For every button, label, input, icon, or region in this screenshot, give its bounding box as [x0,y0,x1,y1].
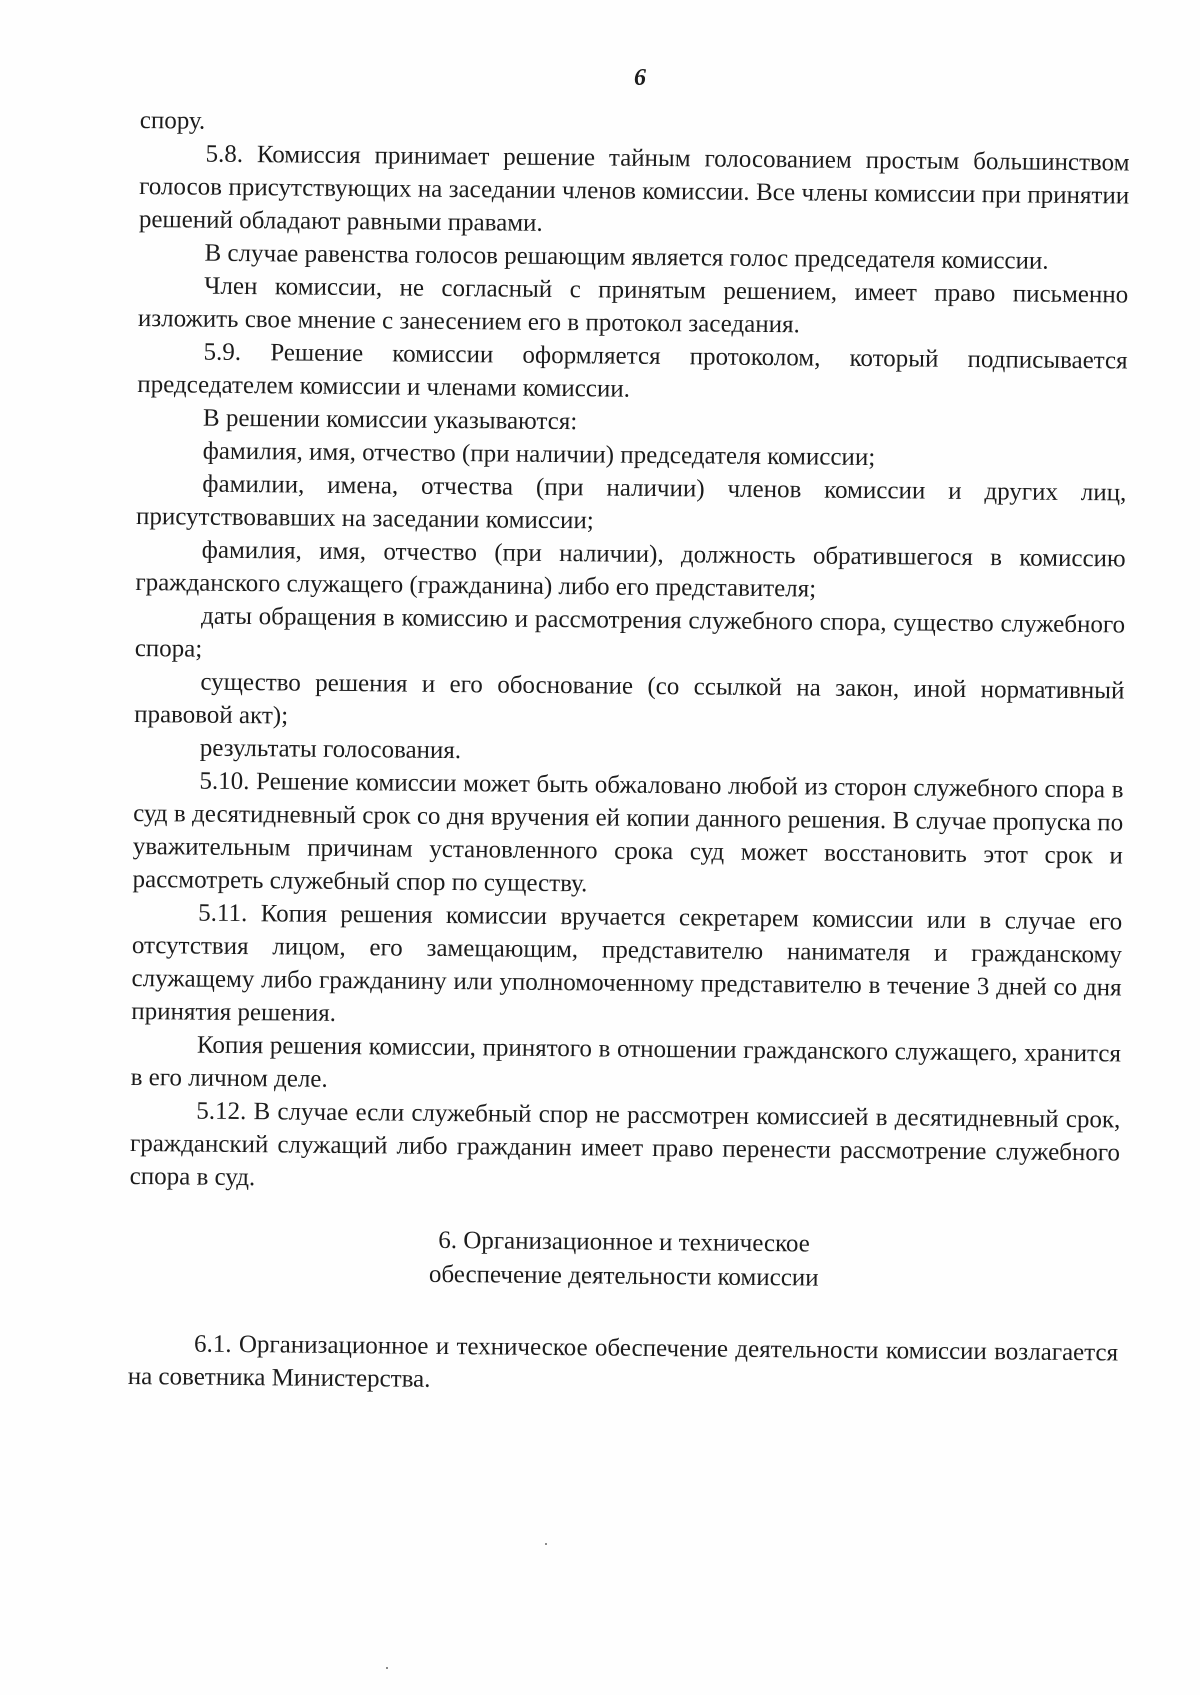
paragraph: В решении комиссии указываются: [202,404,578,436]
section-heading-line: 6. Организационное и техническое [438,1226,810,1258]
paragraph-5-9: 5.9. Решение комиссии оформляется протоколом, который подписывается председателем комиссии и членами комиссии. [137,338,1128,403]
paragraph: Копия решения комиссии, принятого в отношении гражданского служащего, хранится в его личном деле. [130,1031,1122,1093]
list-item: фамилия, имя, отчество (при наличии), должность обратившегося в комиссию гражданского служащего (гражданина) либо его представителя; [135,536,1126,603]
scan-speck [545,1543,547,1545]
document-body [128,104,1130,1402]
paragraph: В случае равенства голосов решающим является голос председателя комиссии. [204,239,1049,275]
paragraph-5-8: 5.8. Комиссия принимает решение тайным голосованием простым большинством голосов присутствующих на заседании членов комиссии. Все члены комиссии при принятии решений обладают равными правами. [138,140,1130,237]
list-item: результаты голосования. [199,734,462,765]
list-item: фамилии, имена, отчества (при наличии) членов комиссии и других лиц, присутствовавших на заседании комиссии; [135,470,1127,535]
scan-speck [386,1667,388,1669]
section-heading [129,1221,1120,1299]
list-item: фамилия, имя, отчество (при наличии) председателя комиссии; [202,437,876,472]
page-number: 6 [634,65,646,91]
paragraph: спору. [139,106,206,135]
section-heading-line: обеспечение деятельности комиссии [428,1260,819,1292]
paragraph-6-1: 6.1. Организационное и техническое обеспечение деятельности комиссии возлагается на советника Министерства. [127,1330,1119,1393]
paragraph-5-11: 5.11. Копия решения комиссии вручается секретарем комиссии или в случае его отсутствия лицом, его замещающим, представителю нанимателя и гражданскому служащему либо гражданину или уполномоченному представителю в течение 3 дней со дня принятия решения. [131,899,1123,1027]
list-item: существо решения и его обоснование (со ссылкой на закон, иной нормативный правовой акт); [134,668,1125,730]
paragraph-5-12: 5.12. В случае если служебный спор не рассмотрен комиссией в десятидневный срок, гражданский служащий либо гражданин имеет право перенести рассмотрение служебного спора в суд. [129,1097,1121,1192]
paragraph: Член комиссии, не согласный с принятым решением, имеет право письменно изложить свое мнение с занесением его в протокол заседания. [137,272,1129,339]
paragraph-5-10: 5.10. Решение комиссии может быть обжаловано любой из сторон служебного спора в суд в десятидневный срок со дня вручения ей копии данного решения. В случае пропуска по уважительным причинам установленного срока суд может восстановить этот срок и рассмотреть служебный спор по существу. [132,767,1124,898]
list-item: даты обращения в комиссию и рассмотрения служебного спора, существо служебного спора; [134,602,1126,663]
